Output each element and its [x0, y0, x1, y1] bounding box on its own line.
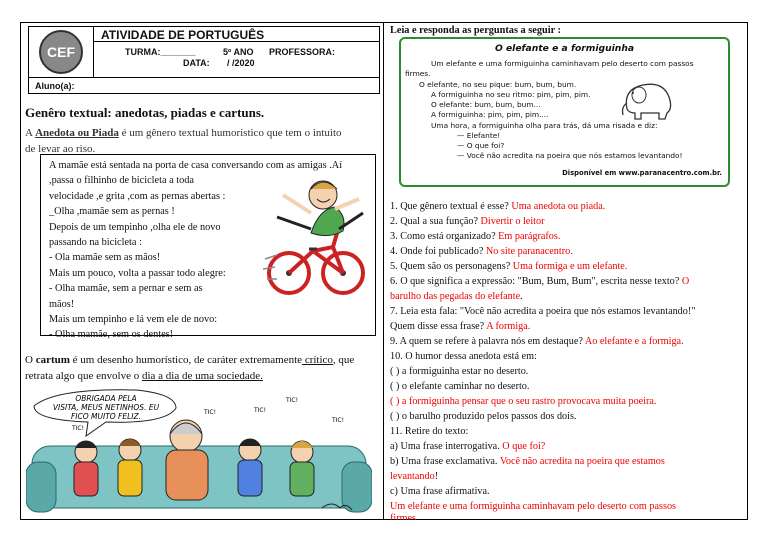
header-divider [93, 27, 94, 77]
option-2: ( ) o elefante caminhar no deserto. [390, 381, 530, 392]
section-title: Genêro textual: anedotas, piadas e cartuns. [25, 105, 265, 120]
story-card [399, 37, 730, 187]
option-3: ( ) a formiguinha pensar que o seu rastro provocava muita poeira. [390, 396, 657, 407]
question-7-b: Quem disse essa frase? A formiga. [390, 321, 531, 332]
story-title: O elefante e a formiguinha [494, 43, 635, 54]
question-6-answer: barulho das pegadas do elefante. [390, 291, 523, 302]
tic-label: TIC! [254, 407, 267, 414]
question-7: 7. Leia esta fala: "Você não acredita a poeira que nós estamos levantando!" [390, 306, 696, 317]
question-2: 2. Qual a sua função? Divertir o leitor [390, 216, 545, 227]
speech-bubble-line: VISITA, MEUS NETINHOS. EU [52, 403, 160, 412]
worksheet-title: ATIVIDADE DE PORTUGUÊS [101, 28, 265, 42]
question-11b: b) Uma frase exclamativa. Você não acredita na poeira que estamos [390, 456, 665, 467]
story-line: O elefante: bum, bum, bum... [431, 100, 541, 109]
option-1: ( ) a formiguinha estar no deserto. [390, 366, 529, 377]
turma-label: TURMA:_______ [125, 47, 196, 57]
option-4: ( ) o barulho produzido pelos passos dos dois. [390, 411, 577, 422]
question-1: 1. Que gênero textual é esse? Uma anedota ou piada. [390, 201, 606, 212]
story-line: — Elefante! [457, 131, 501, 140]
question-11c-answer: Um elefante e uma formiguinha caminhavam pelo deserto com passos [390, 501, 677, 512]
question-3: 3. Como está organizado? Em parágrafos. [390, 231, 561, 242]
story-line: Uma hora, a formiguinha olha para trás, dá uma risada e diz: [431, 121, 658, 130]
story-line: Um elefante e uma formiguinha caminhavam pelo deserto com passos [431, 59, 694, 68]
question-6: 6. O que significa a expressão: "Bum, Bum, Bum", escrita nesse texto? O [390, 276, 690, 287]
question-11: 11. Retire do texto: [390, 426, 469, 437]
question-5: 5. Quem são os personagens? Uma formiga e um elefante. [390, 261, 628, 272]
speech-bubble-line: OBRIGADA PELA [75, 394, 137, 403]
question-11b-answer: levantando! [390, 471, 439, 482]
elephant-icon [619, 75, 677, 121]
speech-bubble-line: FICO MUITO FELIZ. [70, 412, 142, 421]
header-line [29, 77, 379, 78]
question-11c-answer-2: firmes. [390, 513, 419, 520]
story-source: Disponível em www.paranacentro.com.br. [562, 169, 722, 177]
data-label: DATA: [183, 58, 210, 68]
cartum-paragraph: O cartum é um desenho humorístico, de caráter extremamente crítico, que retrata algo que envolve o dia a dia de uma sociedade. [25, 354, 355, 382]
story-line: A formiguinha: pim, pim, pim.... [431, 110, 549, 119]
boy-on-bicycle-illustration [263, 169, 369, 301]
story-line: O elefante, no seu pique: bum, bum, bum. [419, 80, 577, 89]
story-text: A mamãe está sentada na porta de casa conversando com as amigas .Aí ,passa o filhinho de bicicleta a toda velocidade ,e grita ,com as pernas abertas : _Olha ,mamãe sem as pernas ! Depois de um tempinho ,olha ele de novo passando na bicicleta : - Ola mamãe sem as mãos! Mais um pouco, volta a passar todo alegre: - Olha mamãe, sem a pernar e sem as mãos! Mais um tempinho e lá vem ele de novo: - Olha mamãe, sem os dentes! [49, 160, 343, 341]
story-box [40, 154, 376, 341]
school-logo: CEF [39, 30, 83, 74]
anedota-term: Anedota ou Piada [35, 127, 119, 139]
ano-label: 5º ANO [223, 47, 254, 57]
right-heading: Leia e responda as perguntas a seguir : [390, 25, 561, 36]
intro-paragraph: A Anedota ou Piada é um gênero textual humorístico que tem o intuito de levar ao riso. [25, 127, 342, 155]
tic-label: TIC! [332, 417, 345, 424]
column-divider [383, 22, 384, 520]
question-10: 10. O humor dessa anedota está em: [390, 351, 537, 362]
story-line: A formiguinha no seu ritmo: pim, pim, pim. [431, 90, 591, 99]
question-4: 4. Onde foi publicado? No site paranacentro. [390, 246, 573, 257]
question-11c: c) Uma frase afirmativa. [390, 486, 490, 497]
story-line: firmes. [405, 69, 431, 78]
question-11a: a) Uma frase interrogativa. O que foi? [390, 441, 546, 452]
data-value: / /2020 [227, 58, 255, 68]
question-9: 9. A quem se refere à palavra nós em destaque? Ao elefante e a formiga. [390, 336, 684, 347]
aluno-label: Aluno(a): [35, 81, 75, 91]
story-line: — O que foi? [457, 141, 505, 150]
grandma-cartoon [26, 384, 372, 516]
tic-label: TIC! [204, 409, 217, 416]
tic-label: TIC! [286, 397, 299, 404]
story-line: — Você não acredita na poeira que nós estamos levantando! [457, 151, 683, 160]
tic-label: TIC! [72, 425, 85, 432]
worksheet-header [28, 26, 380, 94]
professora-label: PROFESSORA: [269, 47, 336, 57]
